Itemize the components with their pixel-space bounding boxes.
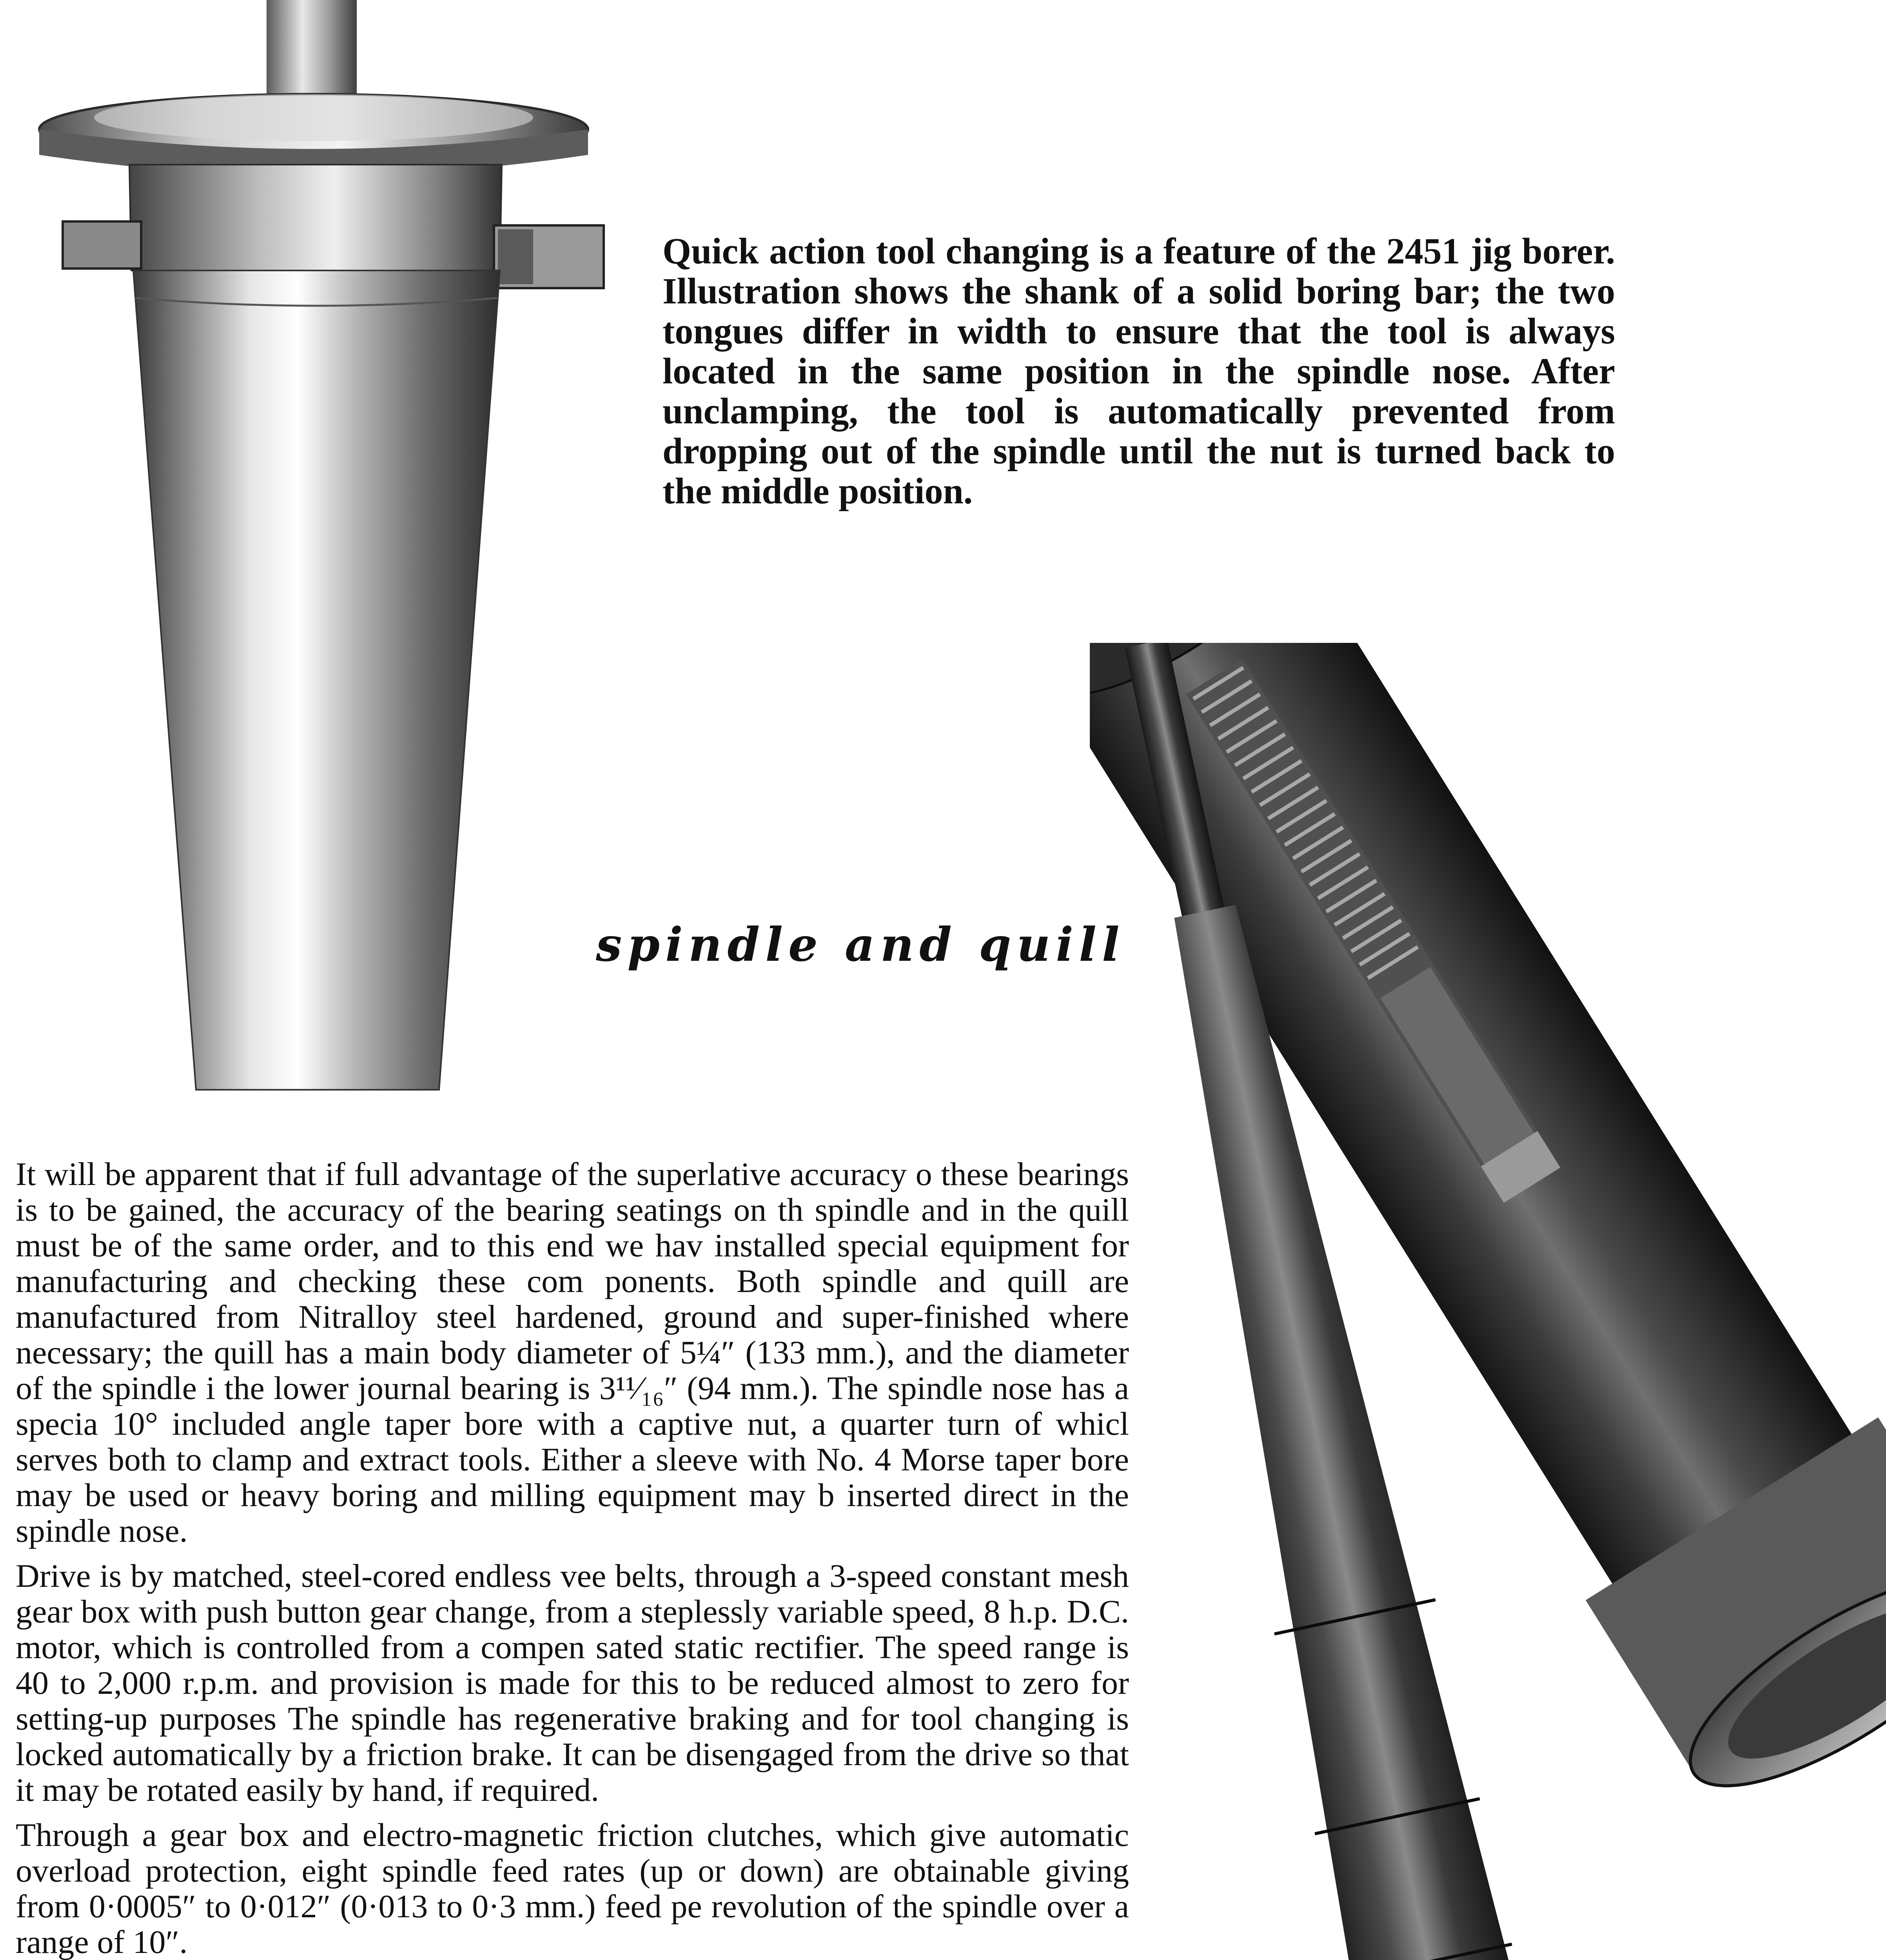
photo-caption: Quick action tool changing is a feature of the 2451 jig borer. Illustration shows the shank of a solid boring bar; the two tongues differ in width to ensure that the tool is always located in the same position in the spindle nose. After unclamping, the tool is automatically prevented from dropping out of the spindle until the nut is turned back to the middle position. <box>663 231 1615 512</box>
boring-bar-shank-photo-icon <box>31 0 643 1098</box>
body-paragraph-2: Drive is by matched, steel-cored endless vee belts, through a 3-speed constant mesh gear box with push button gear change, from a steplessly variable speed, 8 h.p. D.C. motor, which is controlled from a compen sated static rectifier. The speed range is 40 to 2,000 r.p.m. and provision is made for this to be reduced almost to zero for setting-up purposes The spindle has regenerative braking and for tool changing is locked automatically by a friction brake. It can be disengaged from the drive so that it may be rotated easily by hand, if required. <box>16 1558 1129 1808</box>
body-paragraph-3: Through a gear box and electro-magnetic friction clutches, which give automatic overload protection, eight spindle feed rates (up or down) are obtainable giving from 0·0005″ to 0·012″ (0·013 to 0·3 mm.) feed pe revolution of the spindle over a range of 10″. <box>16 1817 1129 1960</box>
spindle-and-quill-photo-icon <box>1090 643 1886 1960</box>
section-heading: spindle and quill <box>596 917 1125 972</box>
body-paragraph-1: It will be apparent that if full advantage of the superlative accuracy o these bearings is to be gained, the accuracy of the bearing seatings on th spindle and in the quill must be of the same order, and to this end we hav installed special equipment for manufacturing and checking these com ponents. Both spindle and quill are manufactured from Nitralloy steel hardened, ground and super-finished where necessary; the quill has a main body diameter of 5¼″ (133 mm.), and the diameter of the spindle i the lower journal bearing is 3¹¹⁄₁₆″ (94 mm.). The spindle nose has a specia 10° included angle taper bore with a captive nut, a quarter turn of whicl serves both to clamp and extract tools. Either a sleeve with No. 4 Morse taper bore may be used or heavy boring and milling equipment may b inserted direct in the spindle nose. <box>16 1156 1129 1549</box>
body-text-column <box>16 1156 1129 1960</box>
